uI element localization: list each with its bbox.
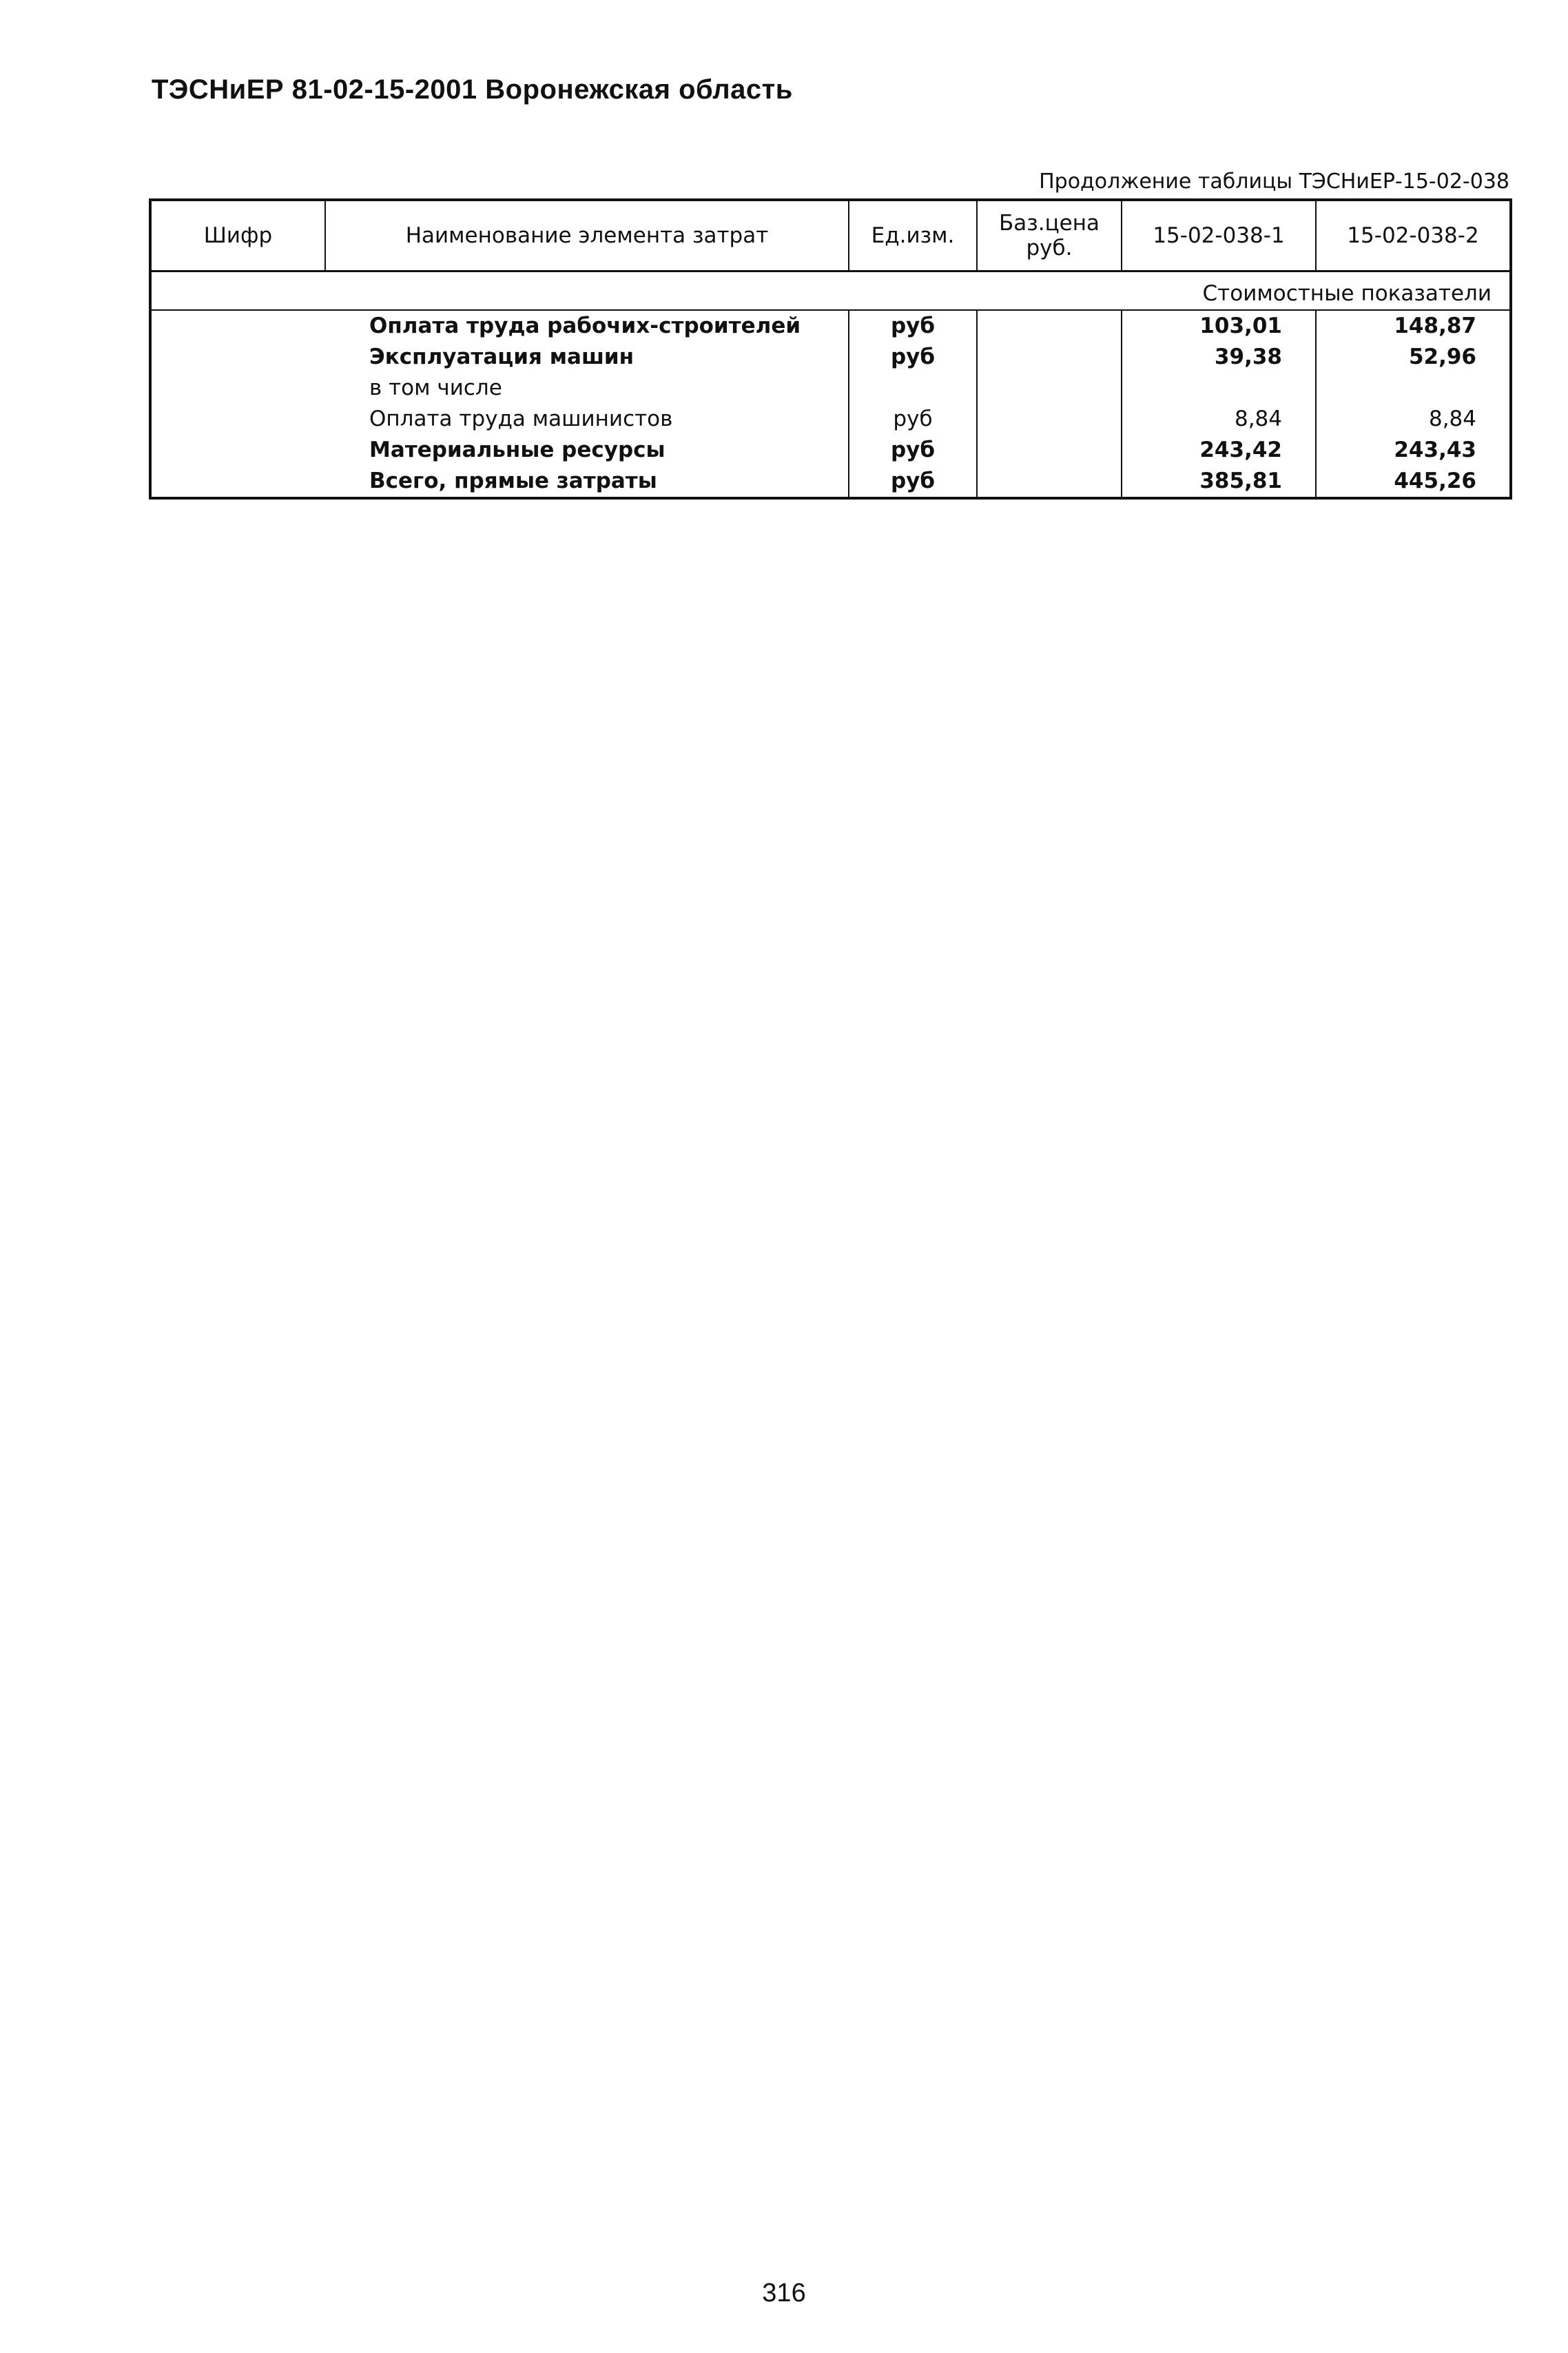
row-unit: руб [849, 342, 977, 373]
section-row [150, 278, 1511, 310]
cost-table [149, 198, 1512, 500]
row-unit: руб [849, 466, 977, 498]
row-name: Всего, прямые затраты [325, 466, 849, 498]
row-value-2: 52,96 [1408, 345, 1476, 369]
row-value-1: 39,38 [1122, 342, 1316, 373]
row-unit: руб [849, 310, 977, 342]
table-row [150, 342, 1511, 373]
table-row [150, 404, 1511, 435]
row-name: в том числе [325, 373, 849, 404]
document-title: ТЭСНиЕР 81-02-15-2001 Воронежская область [152, 74, 793, 105]
row-value-1: 8,84 [1122, 404, 1316, 435]
row-base-price [977, 310, 1122, 342]
header-col-2: 15-02-038-2 [1316, 200, 1511, 271]
header-code: Шифр [150, 200, 325, 271]
row-unit: руб [849, 435, 977, 466]
row-value-2: 148,87 [1394, 314, 1476, 338]
row-base-price [977, 466, 1122, 498]
header-unit: Ед.изм. [849, 200, 977, 271]
row-unit: руб [849, 404, 977, 435]
row-code [150, 404, 325, 435]
spacer-row [150, 271, 1511, 278]
table-caption: Продолжение таблицы ТЭСНиЕР-15-02-038 [1039, 169, 1509, 194]
row-value-2: 445,26 [1394, 469, 1476, 493]
table-row [150, 435, 1511, 466]
row-name: Эксплуатация машин [325, 342, 849, 373]
row-code [150, 373, 325, 404]
header-base-price-line2: руб. [1026, 236, 1073, 260]
row-value-1: 103,01 [1122, 310, 1316, 342]
row-code [150, 342, 325, 373]
row-value-1 [1122, 373, 1316, 404]
table-row [150, 466, 1511, 498]
row-name: Оплата труда рабочих-строителей [325, 310, 849, 342]
section-label: Стоимостные показатели [150, 278, 1511, 310]
row-value-1: 243,42 [1122, 435, 1316, 466]
row-name: Оплата труда машинистов [325, 404, 849, 435]
row-value-2 [1316, 373, 1511, 404]
row-code [150, 466, 325, 498]
row-value-1: 385,81 [1122, 466, 1316, 498]
row-base-price [977, 373, 1122, 404]
row-code [150, 310, 325, 342]
table-row [150, 373, 1511, 404]
header-base-price [977, 200, 1122, 271]
row-unit [849, 373, 977, 404]
row-code [150, 435, 325, 466]
row-base-price [977, 404, 1122, 435]
header-base-price-line1: Баз.цена [998, 211, 1100, 236]
row-value-2: 243,43 [1394, 438, 1476, 462]
row-base-price [977, 435, 1122, 466]
header-col-1: 15-02-038-1 [1122, 200, 1316, 271]
table-header [150, 200, 1511, 271]
row-base-price [977, 342, 1122, 373]
page-number: 316 [762, 2279, 806, 2308]
row-value-2: 8,84 [1428, 407, 1476, 431]
header-name: Наименование элемента затрат [325, 200, 849, 271]
row-name: Материальные ресурсы [325, 435, 849, 466]
table-row [150, 310, 1511, 342]
table-body [150, 271, 1511, 499]
